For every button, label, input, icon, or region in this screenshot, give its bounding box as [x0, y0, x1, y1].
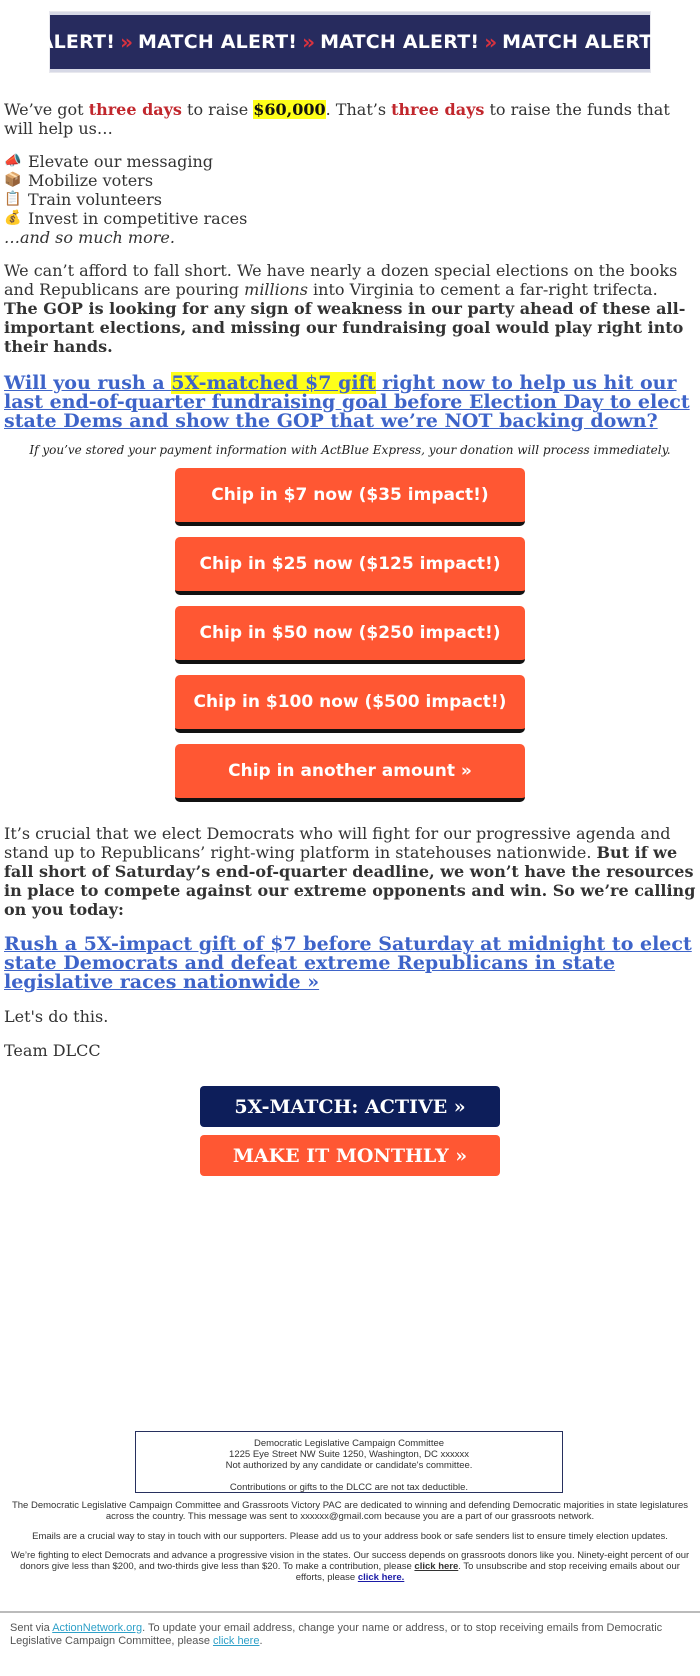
- actionnetwork-link[interactable]: ActionNetwork.org: [52, 1622, 143, 1634]
- org-name: Democratic Legislative Campaign Committee: [253, 1438, 445, 1449]
- footer-text: Sent via: [10, 1622, 53, 1634]
- paid-for-box: [135, 1431, 563, 1493]
- priorities-list: [4, 152, 696, 228]
- body-text: It’s crucial that we elect Democrats who will fight for our progressive agenda and stand up to Republicans’ right-wing platform in statehouses nationwide.: [4, 824, 671, 862]
- make-it-monthly-button[interactable]: MAKE IT MONTHLY »: [200, 1135, 500, 1176]
- footer-donors-text: [6, 1550, 694, 1583]
- footer-divider: [0, 1611, 700, 1613]
- list-item-text: Invest in competitive races: [28, 209, 248, 228]
- alert-banner-wrap: [0, 0, 700, 72]
- signoff-text: Let's do this.: [4, 1007, 109, 1026]
- megaphone-icon: 📣: [4, 153, 22, 169]
- body-text: into Virginia to cement a far-right trifecta.: [307, 280, 658, 299]
- bold-text: But if we fall short of Saturday’s end-of-quarter deadline, we won’t have the resources in place to compete against our extreme opponents and win. So we’re calling on you today:: [4, 843, 696, 919]
- body-paragraph: [4, 824, 696, 919]
- banner-text: ALERT!: [38, 31, 116, 53]
- emphasis-text: millions: [244, 280, 308, 299]
- match-active-button[interactable]: 5X-MATCH: ACTIVE »: [200, 1086, 500, 1127]
- match-alert-banner: [38, 12, 662, 72]
- body-paragraph: [4, 261, 696, 356]
- tax-disclaimer: Contributions or gifts to the DLCC are not tax deductible.: [229, 1482, 469, 1493]
- chip-in-other-button[interactable]: Chip in another amount »: [175, 744, 525, 802]
- actblue-note: If you’ve stored your payment information with ActBlue Express, your donation will process immediately.: [29, 443, 671, 457]
- intro-paragraph: [4, 100, 696, 138]
- donation-buttons: [4, 468, 696, 813]
- intro-text: to raise the funds that will help us…: [4, 100, 670, 138]
- main-donate-link[interactable]: [4, 374, 696, 431]
- list-item: [4, 171, 696, 190]
- list-item: [4, 190, 696, 209]
- footer-text: We’re fighting to elect Democrats and advance a progressive vision in the states. Our success depends on grassroots donors like you. Ninety-eight percent of our donors give less than $200, and two-thirds give less than $20. To make a contribution, please: [10, 1550, 690, 1572]
- chip-in-25-button[interactable]: Chip in $25 now ($125 impact!): [175, 537, 525, 595]
- list-item-text: Train volunteers: [28, 190, 162, 209]
- team-signature: Team DLCC: [4, 1041, 101, 1060]
- list-item-text: Mobilize voters: [28, 171, 154, 190]
- package-icon: 📦: [4, 172, 22, 188]
- clipboard-icon: 📋: [4, 191, 22, 207]
- footer-text: . To update your email address, change your name or address, or to stop receiving emails from Democratic Legislative Campaign Committee, please: [10, 1622, 663, 1647]
- disclaimer-text: Not authorized by any candidate or candidate's committee.: [225, 1460, 473, 1471]
- intro-text: We’ve got: [4, 100, 89, 119]
- intro-text: . That’s: [325, 100, 392, 119]
- sent-via-text: [10, 1622, 690, 1648]
- cta-buttons: [4, 1086, 696, 1176]
- deadline-highlight: three days: [88, 100, 182, 119]
- email-body: [0, 100, 700, 1176]
- chevron-icon: »: [120, 30, 134, 54]
- link-highlight[interactable]: 5X-matched $7 gift: [171, 372, 376, 394]
- banner-text: MATCH ALERT!: [502, 31, 662, 53]
- deadline-highlight: three days: [391, 100, 485, 119]
- intro-text: to raise: [181, 100, 254, 119]
- chip-in-7-button[interactable]: Chip in $7 now ($35 impact!): [175, 468, 525, 526]
- chevron-icon: »: [484, 30, 498, 54]
- footer-text: . To unsubscribe and stop receiving emails about our efforts, please: [295, 1561, 680, 1583]
- unsubscribe-link[interactable]: click here.: [357, 1572, 405, 1583]
- list-item: [4, 152, 696, 171]
- link-text[interactable]: right now to help us hit our last end-of-quarter fundraising goal before Election Day to elect state Dems and show the GOP that we’re NOT backing down?: [4, 372, 690, 432]
- contribute-link[interactable]: click here: [414, 1561, 459, 1572]
- more-text: …and so much more.: [4, 228, 175, 247]
- footer-text: .: [259, 1635, 263, 1647]
- banner-text: MATCH ALERT!: [138, 31, 298, 53]
- link-text[interactable]: Will you rush a: [4, 372, 172, 394]
- banner-text: MATCH ALERT!: [320, 31, 480, 53]
- footer-emails-text: Emails are a crucial way to stay in touch with our supporters. Please add us to your address book or safe senders list to ensure timely election updates.: [32, 1531, 668, 1542]
- chip-in-50-button[interactable]: Chip in $50 now ($250 impact!): [175, 606, 525, 664]
- list-item-text: Elevate our messaging: [28, 152, 214, 171]
- chip-in-100-button[interactable]: Chip in $100 now ($500 impact!): [175, 675, 525, 733]
- money-bag-icon: 💰: [4, 210, 22, 226]
- update-preferences-link[interactable]: click here: [213, 1635, 260, 1647]
- footer-mission-text: The Democratic Legislative Campaign Committee and Grassroots Victory PAC are dedicated to winning and defending Democratic majorities in state legislatures across the country. This message was sent to xxxxxx@gmail.com because you are a part of our grassroots network.: [11, 1500, 689, 1522]
- bold-text: The GOP is looking for any sign of weakness in our party ahead of these all-important elections, and missing our fundraising goal would play right into their hands.: [4, 299, 686, 356]
- secondary-donate-link[interactable]: Rush a 5X-impact gift of $7 before Saturday at midnight to elect state Democrats and defeat extreme Republicans in state legislative races nationwide »: [4, 933, 692, 993]
- goal-amount: $60,000: [253, 100, 326, 119]
- list-item: [4, 209, 696, 228]
- body-text: We can’t afford to fall short. We have nearly a dozen special elections on the books and Republicans are pouring: [4, 261, 678, 299]
- chevron-icon: »: [302, 30, 316, 54]
- org-address: 1225 Eye Street NW Suite 1250, Washington, DC xxxxxx: [229, 1449, 469, 1460]
